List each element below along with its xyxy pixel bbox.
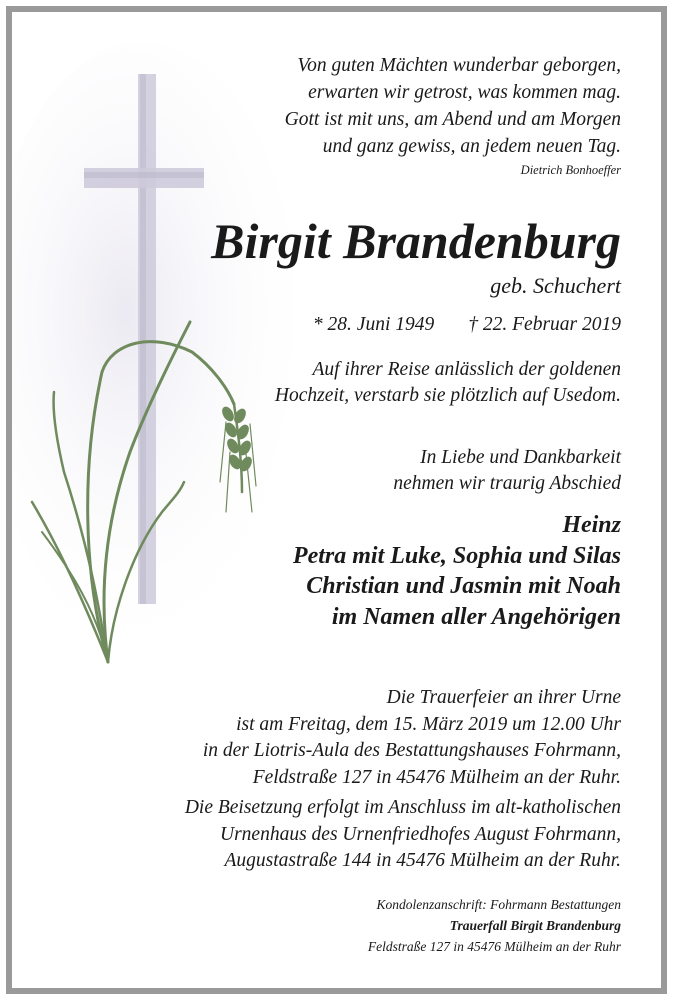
ceremony-line: ist am Freitag, dem 15. März 2019 um 12.00 Uhr — [236, 713, 621, 735]
burial-line: Urnenhaus des Urnenfriedhofes August Fohrmann, — [220, 823, 621, 845]
death-note — [275, 357, 621, 409]
farewell-line: In Liebe und Dankbarkeit — [420, 447, 621, 468]
death-date: † 22. Februar 2019 — [468, 314, 621, 335]
mourner-line: Christian und Jasmin mit Noah — [306, 573, 621, 599]
farewell-line: nehmen wir traurig Abschied — [393, 473, 621, 494]
poem-line: Von guten Mächten wunderbar geborgen, — [297, 55, 621, 76]
burial-line: Die Beisetzung erfolgt im Anschluss im alt-katholischen — [184, 797, 621, 818]
note-line: Hochzeit, verstarb sie plötzlich auf Usedom. — [274, 385, 621, 406]
birth-name: geb. Schuchert — [490, 273, 621, 298]
ceremony-line: in der Liotris-Aula des Bestattungshauses Fohrmann, — [202, 740, 621, 761]
ceremony-line: Die Trauerfeier an ihrer Urne — [386, 687, 621, 708]
ceremony-line: Feldstraße 127 in 45476 Mülheim an der Ruhr. — [252, 766, 621, 788]
condolence-address — [368, 894, 621, 957]
deceased-name: Birgit Brandenburg — [211, 213, 621, 269]
condolence-line: Kondolenzanschrift: Fohrmann Bestattungen — [376, 897, 621, 912]
burial-info — [185, 795, 621, 875]
burial-line: Augustastraße 144 in 45476 Mülheim an der Ruhr. — [224, 850, 621, 871]
obituary-frame — [6, 6, 667, 994]
mourner-line: im Namen aller Angehörigen — [331, 603, 621, 630]
life-dates — [313, 312, 621, 338]
condolence-case: Trauerfall Birgit Brandenburg — [449, 918, 621, 933]
ceremony-info — [203, 685, 621, 791]
farewell — [393, 445, 621, 497]
mourners — [293, 510, 621, 632]
poem-line: Gott ist mit uns, am Abend und am Morgen — [284, 109, 621, 130]
mourner-line: Heinz — [562, 512, 621, 538]
birth-date: * 28. Juni 1949 — [312, 314, 435, 335]
poem-line: erwarten wir getrost, was kommen mag. — [308, 82, 621, 103]
mourner-line: Petra mit Luke, Sophia und Silas — [292, 542, 621, 569]
condolence-line: Feldstraße 127 in 45476 Mülheim an der Ruhr — [367, 939, 621, 954]
poem — [285, 52, 621, 160]
note-line: Auf ihrer Reise anlässlich der goldenen — [312, 359, 621, 380]
poem-line: und ganz gewiss, an jedem neuen Tag. — [322, 136, 621, 157]
poem-author: Dietrich Bonhoeffer — [520, 163, 621, 177]
